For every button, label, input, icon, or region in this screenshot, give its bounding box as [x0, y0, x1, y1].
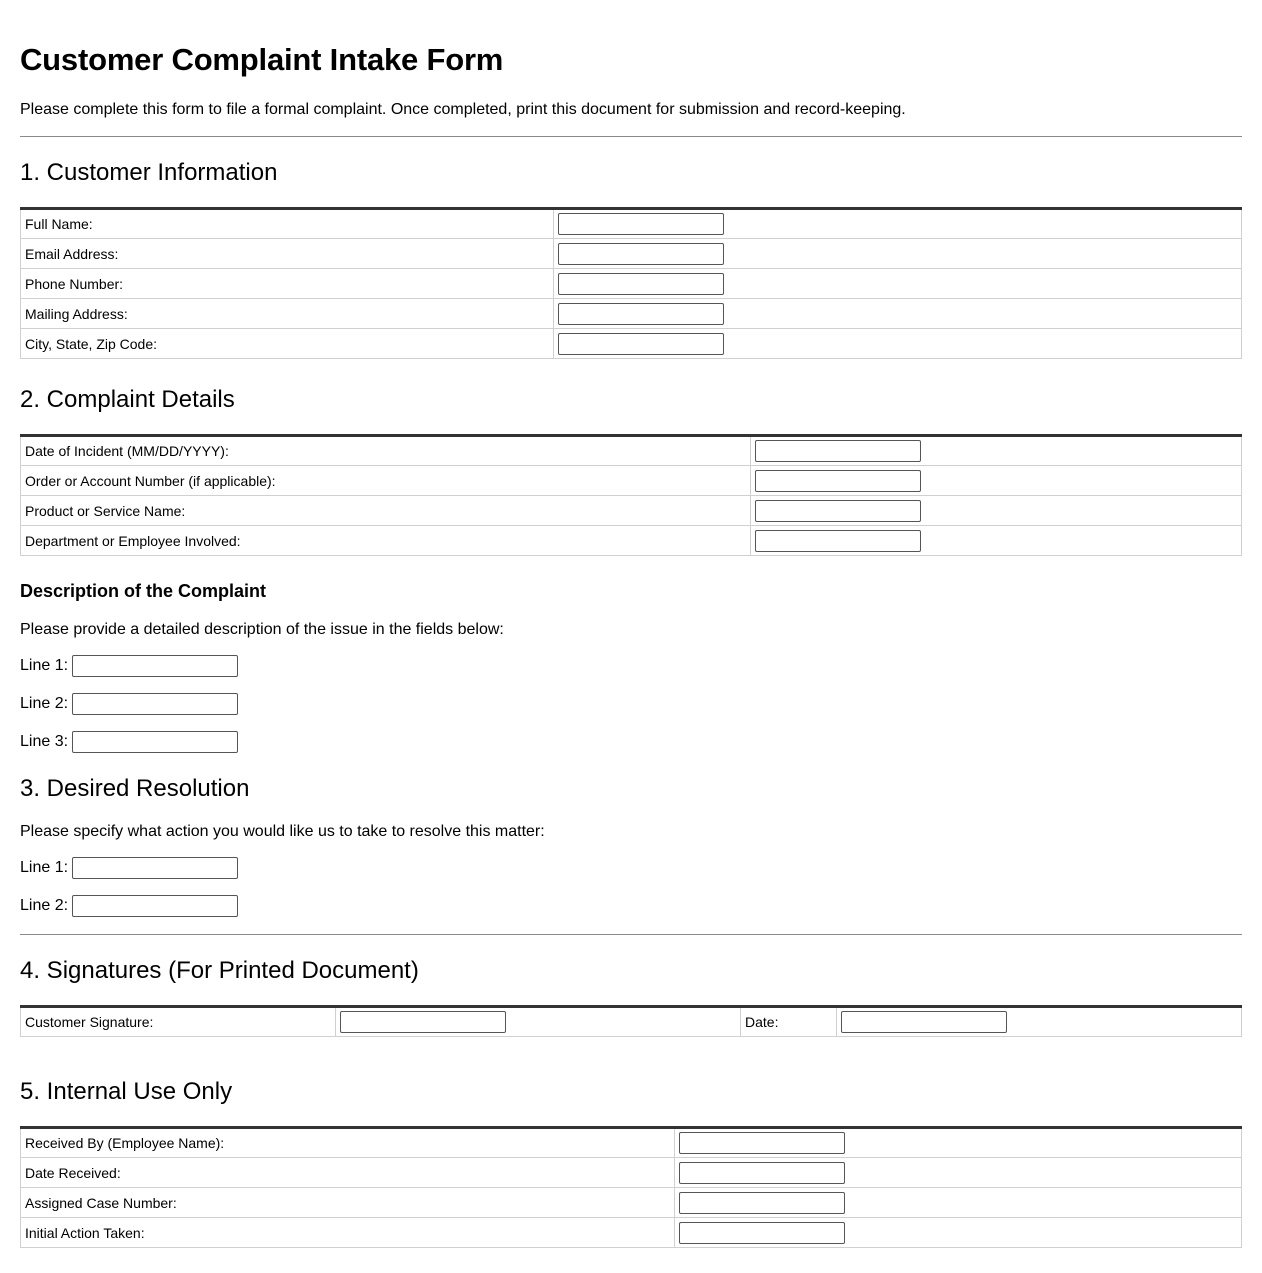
- section-heading-customer-information: 1. Customer Information: [20, 159, 278, 186]
- description-line-1: [20, 655, 238, 677]
- line-label: Line 1:: [20, 657, 69, 674]
- line-label: Line 2:: [20, 695, 69, 712]
- table-row: [21, 1007, 1242, 1037]
- signature-label: Customer Signature:: [21, 1007, 336, 1037]
- signatures-table: [20, 1005, 1242, 1037]
- table-row: [21, 329, 1242, 359]
- description-prompt: Please provide a detailed description of the issue in the fields below:: [20, 621, 504, 638]
- table-row: [21, 269, 1242, 299]
- field-label: Email Address:: [21, 239, 554, 269]
- field-label: Full Name:: [21, 209, 554, 239]
- section-heading-signatures: 4. Signatures (For Printed Document): [20, 957, 419, 984]
- product-service-name-input[interactable]: [755, 500, 921, 522]
- resolution-line-1-input[interactable]: [72, 857, 238, 879]
- line-label: Line 3:: [20, 733, 69, 750]
- received-by-input[interactable]: [679, 1132, 845, 1154]
- case-number-input[interactable]: [679, 1192, 845, 1214]
- incident-date-input[interactable]: [755, 440, 921, 462]
- table-row: [21, 1158, 1242, 1188]
- signature-date-input[interactable]: [841, 1011, 1007, 1033]
- line-label: Line 2:: [20, 897, 69, 914]
- field-label: Product or Service Name:: [21, 496, 751, 526]
- email-address-input[interactable]: [558, 243, 724, 265]
- resolution-prompt: Please specify what action you would like us to take to resolve this matter:: [20, 823, 545, 840]
- table-row: [21, 1218, 1242, 1248]
- description-line-1-input[interactable]: [72, 655, 238, 677]
- page-title: Customer Complaint Intake Form: [20, 42, 504, 77]
- field-label: Mailing Address:: [21, 299, 554, 329]
- description-heading: Description of the Complaint: [20, 581, 267, 601]
- description-line-2: [20, 693, 238, 715]
- section-heading-complaint-details: 2. Complaint Details: [20, 386, 235, 413]
- table-row: [21, 1128, 1242, 1158]
- field-label: Received By (Employee Name):: [21, 1128, 675, 1158]
- resolution-line-2-input[interactable]: [72, 895, 238, 917]
- date-received-input[interactable]: [679, 1162, 845, 1184]
- divider: [20, 136, 1242, 137]
- internal-use-table: [20, 1126, 1242, 1248]
- department-employee-input[interactable]: [755, 530, 921, 552]
- field-label: Date of Incident (MM/DD/YYYY):: [21, 436, 751, 466]
- field-label: City, State, Zip Code:: [21, 329, 554, 359]
- table-row: [21, 496, 1242, 526]
- description-line-2-input[interactable]: [72, 693, 238, 715]
- phone-number-input[interactable]: [558, 273, 724, 295]
- table-row: [21, 466, 1242, 496]
- table-row: [21, 436, 1242, 466]
- order-account-number-input[interactable]: [755, 470, 921, 492]
- resolution-line-1: [20, 857, 238, 879]
- field-label: Assigned Case Number:: [21, 1188, 675, 1218]
- complaint-details-table: [20, 434, 1242, 556]
- field-label: Initial Action Taken:: [21, 1218, 675, 1248]
- line-label: Line 1:: [20, 859, 69, 876]
- table-row: [21, 209, 1242, 239]
- table-row: [21, 526, 1242, 556]
- section-heading-desired-resolution: 3. Desired Resolution: [20, 775, 250, 802]
- section-heading-internal-use: 5. Internal Use Only: [20, 1078, 233, 1105]
- divider: [20, 934, 1242, 935]
- intro-text: Please complete this form to file a formal complaint. Once completed, print this document for submission and record-keeping.: [20, 101, 906, 118]
- field-label: Phone Number:: [21, 269, 554, 299]
- table-row: [21, 239, 1242, 269]
- customer-information-table: [20, 207, 1242, 359]
- field-label: Order or Account Number (if applicable):: [21, 466, 751, 496]
- resolution-line-2: [20, 895, 238, 917]
- description-line-3-input[interactable]: [72, 731, 238, 753]
- full-name-input[interactable]: [558, 213, 724, 235]
- initial-action-input[interactable]: [679, 1222, 845, 1244]
- table-row: [21, 1188, 1242, 1218]
- city-state-zip-input[interactable]: [558, 333, 724, 355]
- mailing-address-input[interactable]: [558, 303, 724, 325]
- field-label: Date Received:: [21, 1158, 675, 1188]
- table-row: [21, 299, 1242, 329]
- date-label: Date:: [741, 1007, 837, 1037]
- customer-signature-input[interactable]: [340, 1011, 506, 1033]
- field-label: Department or Employee Involved:: [21, 526, 751, 556]
- description-line-3: [20, 731, 238, 753]
